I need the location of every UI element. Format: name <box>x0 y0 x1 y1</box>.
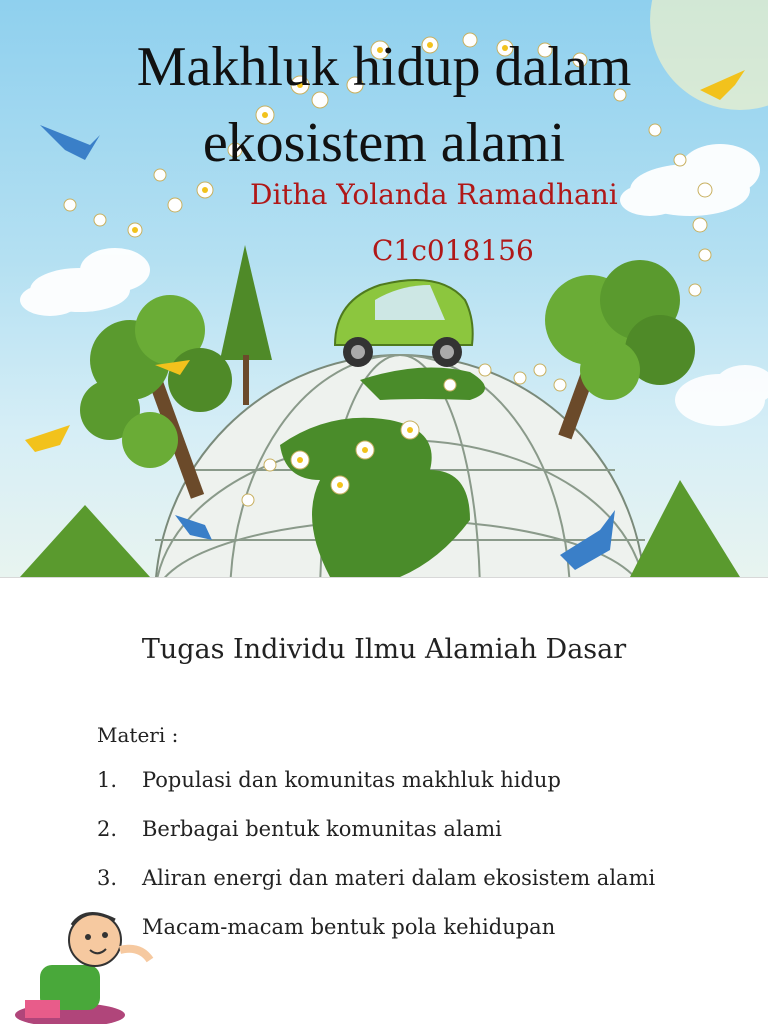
list-number: 2. <box>97 817 118 841</box>
student-id: C1c018156 <box>372 234 534 267</box>
list-text: Berbagai bentuk komunitas alami <box>142 817 502 841</box>
materi-label: Materi : <box>97 723 179 747</box>
list-text: Macam-macam bentuk pola kehidupan <box>142 915 556 939</box>
slide-subtitle: Tugas Individu Ilmu Alamiah Dasar <box>141 634 627 665</box>
materi-list <box>97 768 655 964</box>
cloud-icon <box>20 248 150 316</box>
title-line-1: Makhluk hidup dalam <box>136 36 632 98</box>
list-text: Aliran energi dan materi dalam ekosistem alami <box>142 866 656 890</box>
cloud-icon <box>675 365 768 426</box>
list-number: 1. <box>97 768 118 792</box>
car-icon <box>335 280 473 367</box>
title-line-2: ekosistem alami <box>202 112 566 174</box>
list-item <box>97 915 655 964</box>
tree-icon <box>545 260 695 439</box>
list-number: 3. <box>97 866 118 890</box>
list-text: Populasi dan komunitas makhluk hidup <box>142 768 561 792</box>
list-item <box>97 768 655 817</box>
author-name: Ditha Yolanda Ramadhani <box>250 178 618 211</box>
cartoon-kid-icon <box>10 905 180 1024</box>
list-item <box>97 817 655 866</box>
list-item <box>97 866 655 915</box>
slide-divider <box>0 577 768 578</box>
